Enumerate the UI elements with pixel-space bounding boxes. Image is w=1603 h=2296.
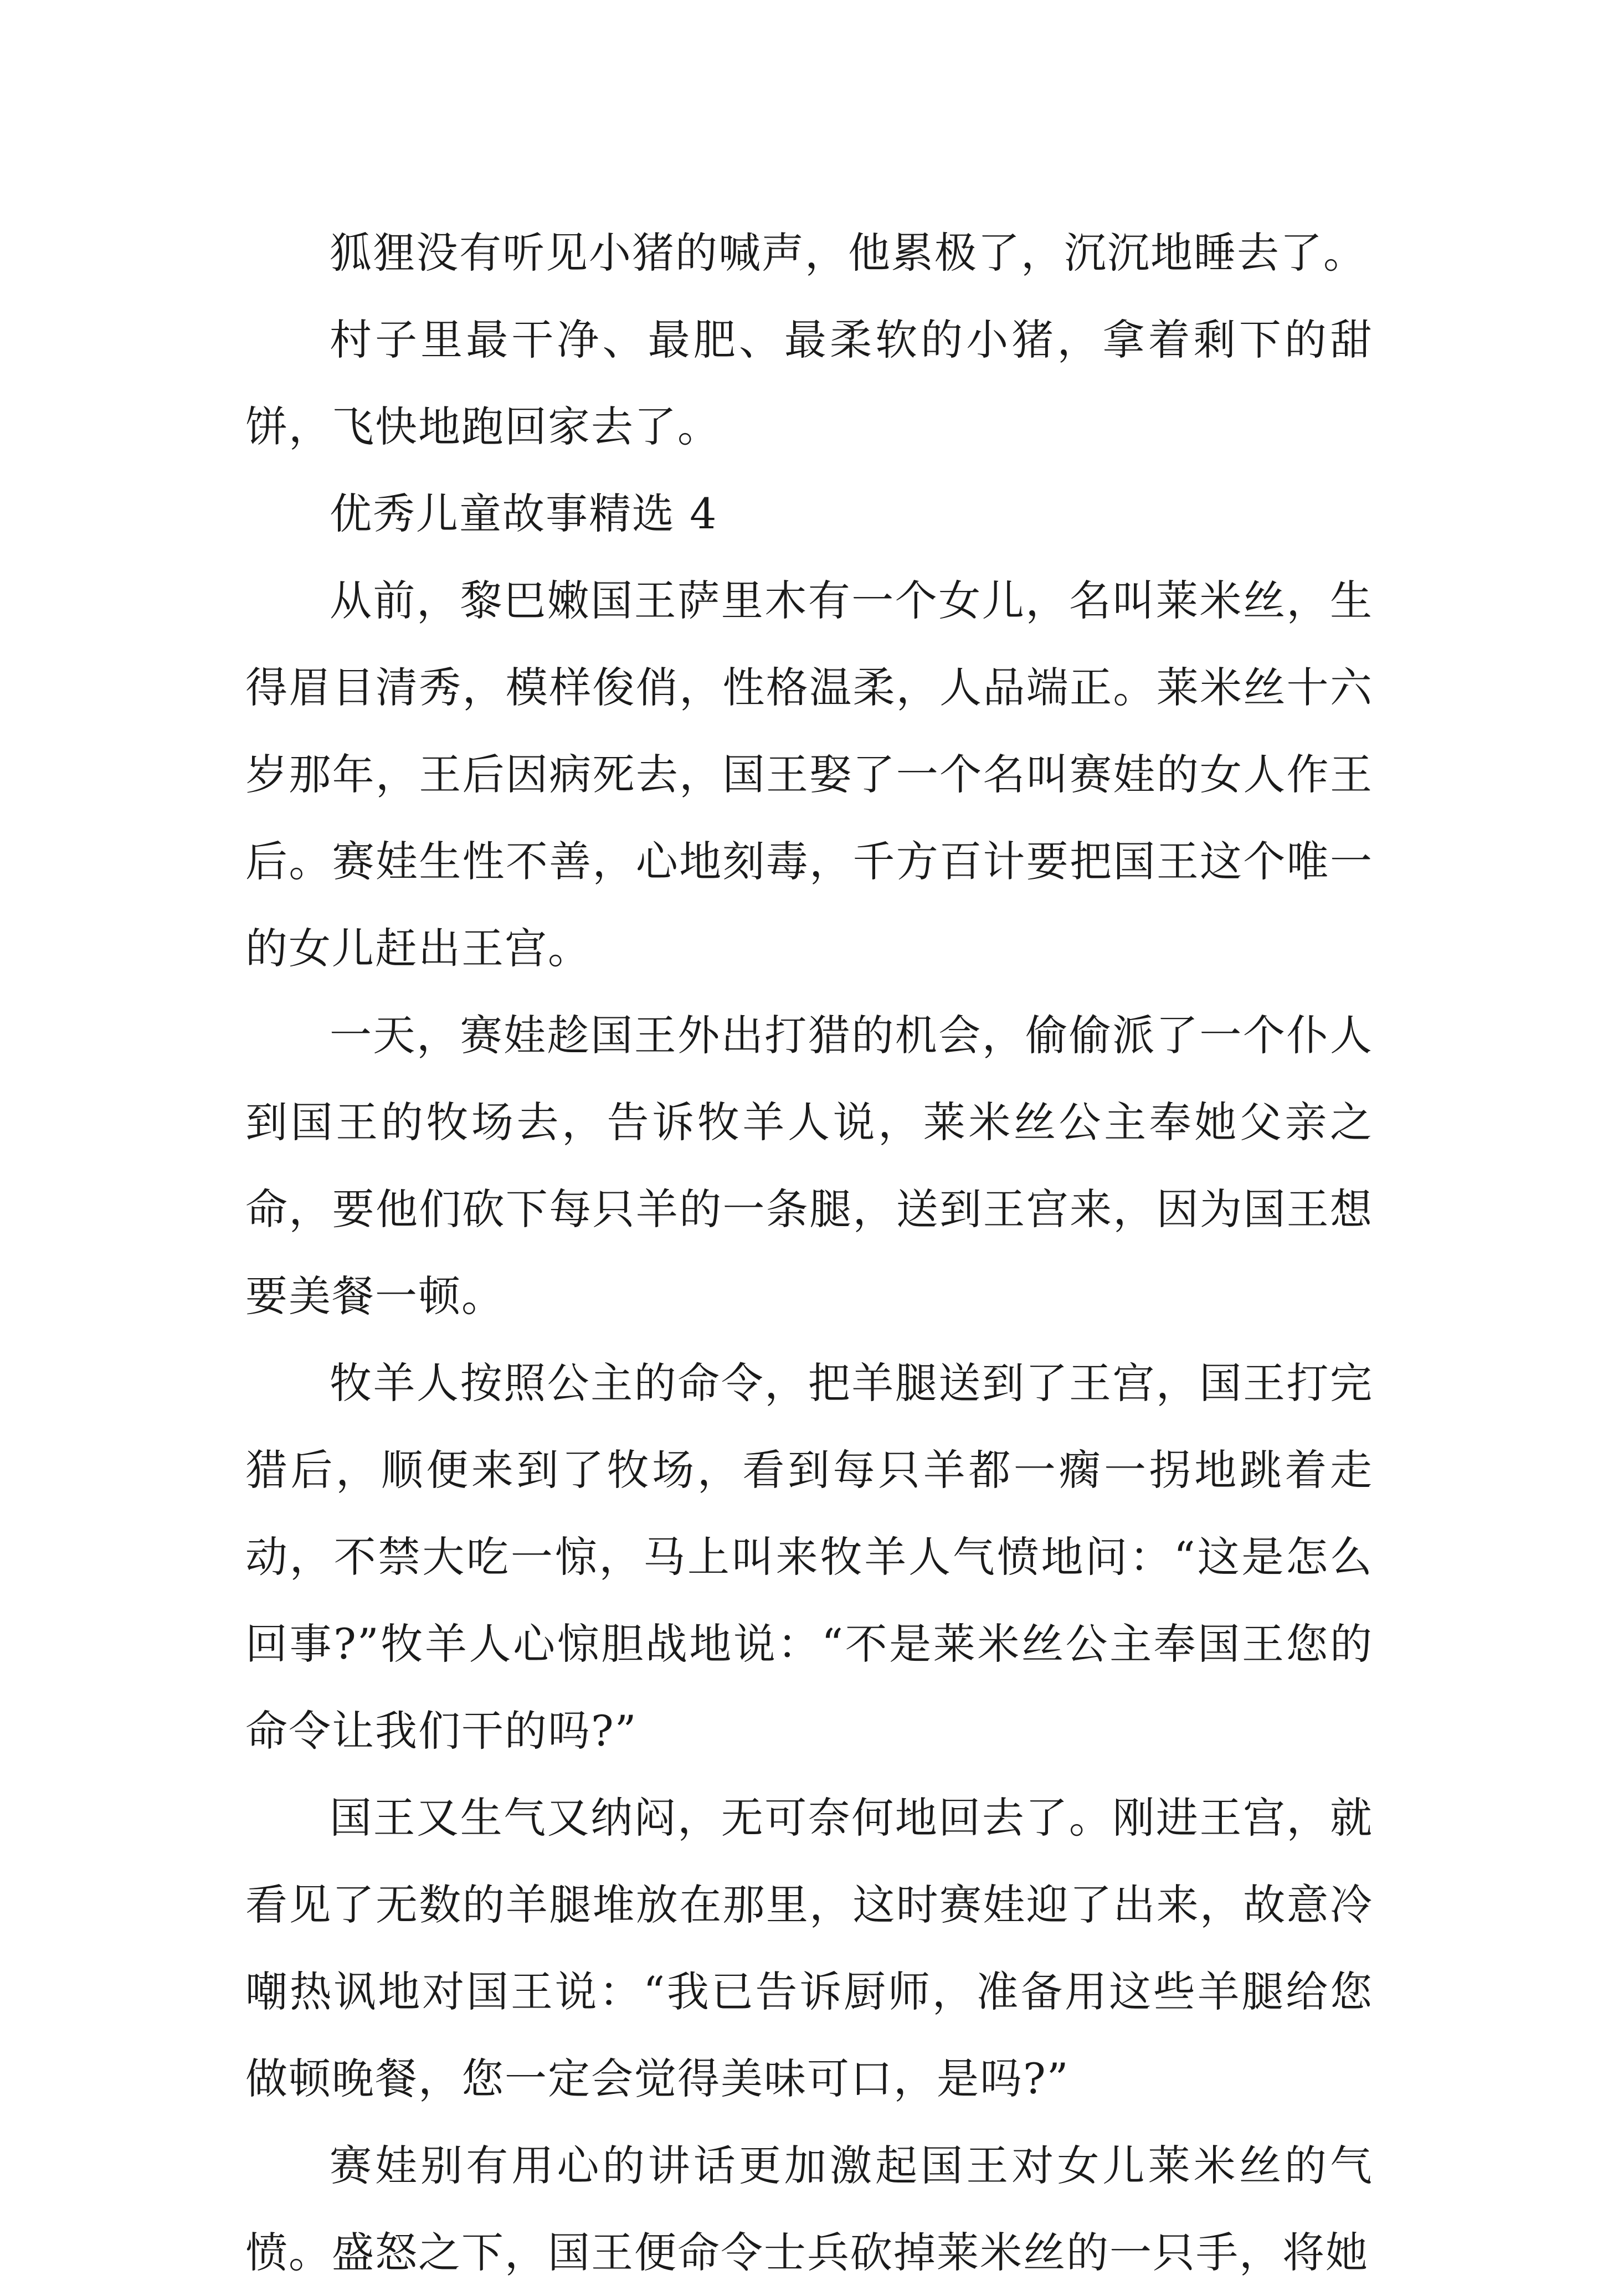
- paragraph-5: 牧羊人按照公主的命令，把羊腿送到了王宫，国王打完猎后，顺便来到了牧场，看到每只羊都一瘸一拐地跳着走动，不禁大吃一惊，马上叫来牧羊人气愤地问：“这是怎么回事?”牧羊人心惊胆战地说：“不是莱米丝公主奉国王您的命令让我们干的吗?”: [245, 1358, 1373, 1756]
- paragraph-6: 国王又生气又纳闷，无可奈何地回去了。刚进王宫，就看见了无数的羊腿堆放在那里，这时赛娃迎了出来，故意冷嘲热讽地对国王说：“我已告诉厨师，准备用这些羊腿给您做顿晚餐，您一定会觉得美味可口，是吗?”: [245, 1793, 1373, 2103]
- document-body: [245, 209, 1373, 2296]
- paragraph-4: 一天，赛娃趁国王外出打猎的机会，偷偷派了一个仆人到国王的牧场去，告诉牧羊人说，莱米丝公主奉她父亲之命，要他们砍下每只羊的一条腿，送到王宫来，因为国王想要美餐一顿。: [245, 1011, 1373, 1321]
- paragraph-3: 从前，黎巴嫩国王萨里木有一个女儿，名叫莱米丝，生得眉目清秀，模样俊俏，性格温柔，人品端正。莱米丝十六岁那年，王后因病死去，国王娶了一个名叫赛娃的女人作王后。赛娃生性不善，心地刻毒，千方百计要把国王这个唯一的女儿赶出王宫。: [245, 576, 1373, 973]
- paragraph-2: 村子里最干净、最肥、最柔软的小猪，拿着剩下的甜饼，飞快地跑回家去了。: [245, 315, 1373, 451]
- section-heading: 优秀儿童故事精选 4: [330, 489, 718, 538]
- paragraph-7: 赛娃别有用心的讲话更加激起国王对女儿莱米丝的气愤。盛怒之下，国王便命令士兵砍掉莱米丝的一只手，将她: [245, 2141, 1373, 2277]
- paragraph-1: 狐狸没有听见小猪的喊声，他累极了，沉沉地睡去了。: [330, 228, 1366, 277]
